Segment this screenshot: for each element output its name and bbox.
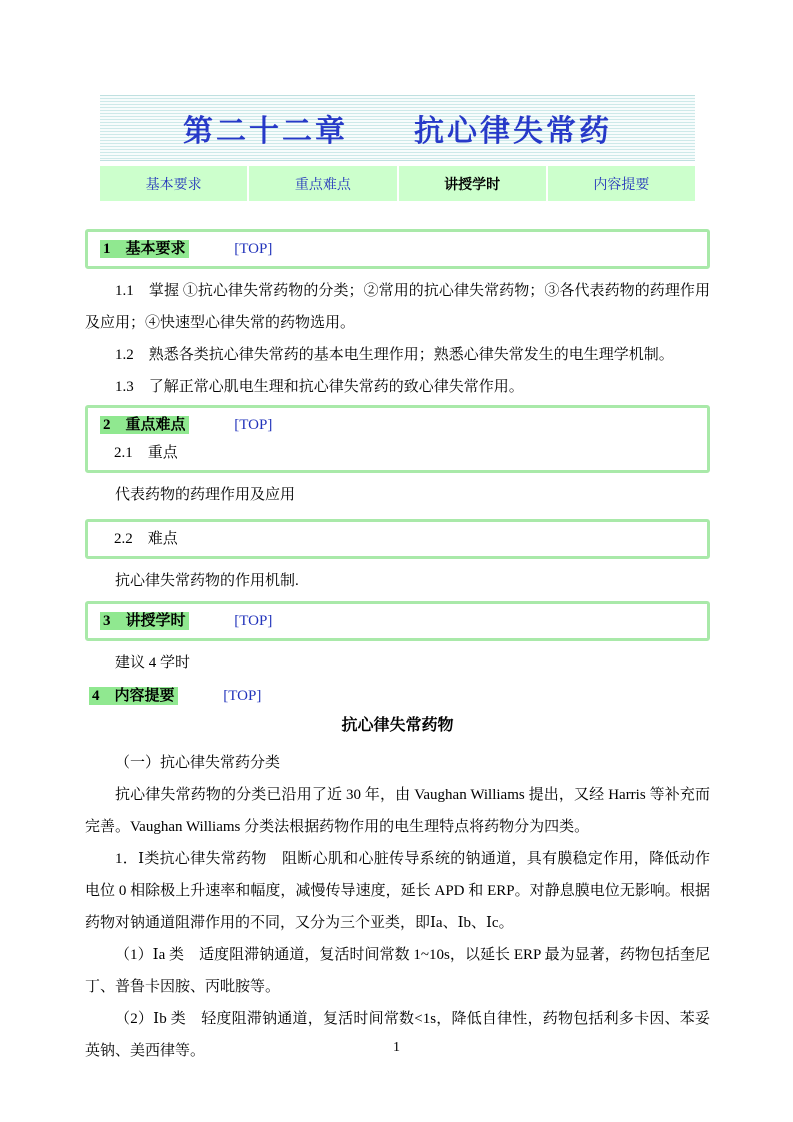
section4-heading: 4 内容提要 (89, 687, 178, 705)
nav-item-teaching-hours[interactable]: 讲授学时 (399, 166, 546, 201)
nav-item-content-summary[interactable]: 内容提要 (548, 166, 695, 201)
paragraph-class1-drugs: 1．Ⅰ类抗心律失常药物 阻断心肌和心脏传导系统的钠通道，具有膜稳定作用，降低动作电位 0 相除极上升速率和幅度，减慢传导速度，延长 APD 和 ERP。对静息膜电位无影响。根据药物对钠通道阻滞作用的不同，又分为三个亚类，即Ⅰa、Ⅰb、Ⅰc。 (85, 851, 710, 931)
page-number: 1 (393, 1040, 400, 1055)
nav-item-key-difficulties[interactable]: 重点难点 (249, 166, 396, 201)
content-subtitle: 抗心律失常药物 (341, 717, 454, 734)
section2-heading-row (100, 414, 695, 436)
section2-sub2-heading: 2.2 难点 (114, 531, 178, 547)
nav-table (100, 166, 695, 201)
section1-box (85, 229, 710, 269)
section4-heading-row (85, 685, 710, 707)
section2-sub1-text: 代表药物的药理作用及应用 (115, 487, 296, 503)
paragraph-vaughan-williams: 抗心律失常药物的分类已沿用了近 30 年，由 Vaughan Williams 提出，又经 Harris 等补充而完善。Vaughan Williams 分类法根据药物作用的电生理特点将药物分为四类。 (85, 787, 710, 835)
paragraph-1-1: 1.1 掌握 ①抗心律失常药物的分类；②常用的抗心律失常药物；③各代表药物的药理作用及应用；④快速型心律失常的药物选用。 (85, 283, 710, 331)
section4-top-link[interactable]: [TOP] (223, 688, 262, 704)
section3-heading-row (100, 610, 695, 632)
paragraph-1-2: 1.2 熟悉各类抗心律失常药的基本电生理作用；熟悉心律失常发生的电生理学机制。 (115, 347, 674, 363)
section1-heading: 1 基本要求 (100, 240, 189, 258)
section2-sub2-text: 抗心律失常药物的作用机制. (115, 573, 299, 589)
chapter-banner (100, 95, 695, 161)
section1-heading-row (100, 238, 695, 260)
section2-sub1-heading: 2.1 重点 (114, 445, 178, 461)
paragraph-class1a: （1）Ⅰa 类 适度阻滞钠通道，复活时间常数 1~10s，以延长 ERP 最为显著，药物包括奎尼丁、普鲁卡因胺、丙吡胺等。 (85, 947, 710, 995)
section3-top-link[interactable]: [TOP] (234, 613, 273, 629)
section3-heading: 3 讲授学时 (100, 612, 189, 630)
section3-text: 建议 4 学时 (115, 655, 191, 671)
page-content (85, 95, 710, 1067)
chapter-title: 第二十二章 抗心律失常药 (183, 115, 612, 148)
paragraph-1-3: 1.3 了解正常心肌电生理和抗心律失常药的致心律失常作用。 (115, 379, 524, 395)
section3-box (85, 601, 710, 641)
section2-top-link[interactable]: [TOP] (234, 417, 273, 433)
section2-box (85, 405, 710, 473)
nav-item-basic-requirements[interactable]: 基本要求 (100, 166, 247, 201)
section2-heading: 2 重点难点 (100, 416, 189, 434)
paragraph-class1b: （2）Ⅰb 类 轻度阻滞钠通道，复活时间常数<1s，降低自律性，药物包括利多卡因、苯妥英钠、美西律等。 (85, 1011, 710, 1059)
paragraph-classification-heading: （一）抗心律失常药分类 (115, 755, 281, 771)
section1-top-link[interactable]: [TOP] (234, 241, 273, 257)
section2-sub2-box (85, 519, 710, 559)
